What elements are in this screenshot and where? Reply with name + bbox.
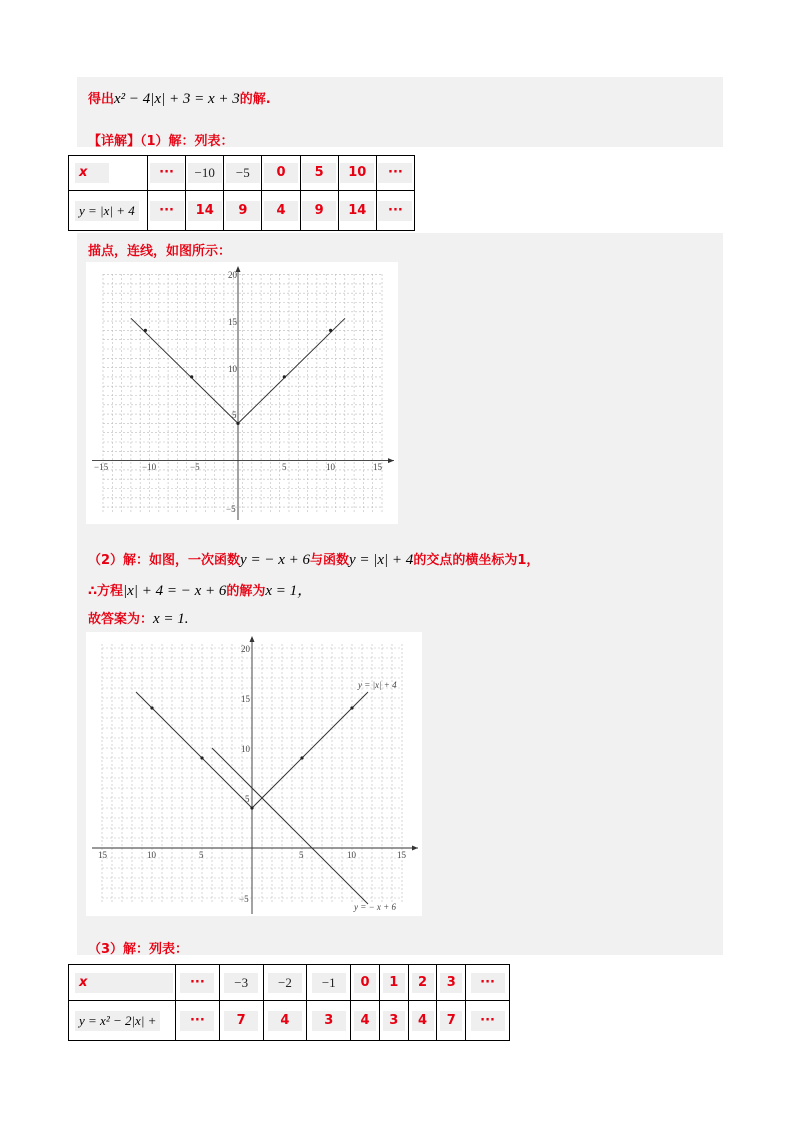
table1-x-0: ··· bbox=[150, 163, 184, 183]
graph-2 bbox=[86, 632, 422, 916]
graph1-tick-y: −5 bbox=[226, 504, 236, 514]
graph2-tick-y: 15 bbox=[241, 694, 250, 704]
table2-x-6: 2 bbox=[412, 973, 434, 993]
table2-y-0: ··· bbox=[180, 1011, 214, 1031]
table2-y-cell bbox=[307, 1001, 351, 1041]
part2-line1-eq1: y = − x + 6 bbox=[240, 552, 310, 568]
table1-x-cell bbox=[262, 156, 300, 191]
table1-header-y-cell bbox=[69, 191, 148, 231]
graph2-point bbox=[300, 756, 303, 759]
part3-heading: （3）解：列表： bbox=[88, 942, 189, 957]
table2-x-7: 3 bbox=[440, 973, 462, 993]
intro-line bbox=[88, 88, 271, 108]
graph1-point bbox=[236, 422, 239, 425]
table1-y-1: 14 bbox=[188, 201, 222, 221]
table2-y-1: 7 bbox=[224, 1011, 258, 1031]
table1-x-cell bbox=[338, 156, 376, 191]
graph-1 bbox=[86, 262, 398, 524]
graph2-linear-line bbox=[212, 748, 368, 904]
table2-x-1: −3 bbox=[224, 973, 258, 993]
value-table-1 bbox=[68, 155, 415, 231]
table2-x-5: 1 bbox=[383, 973, 405, 993]
table2-x-cell bbox=[351, 965, 380, 1001]
table2-x-cell bbox=[263, 965, 307, 1001]
table2-x-cell bbox=[307, 965, 351, 1001]
table2-y-5: 3 bbox=[383, 1011, 405, 1031]
table2-y-4: 4 bbox=[354, 1011, 376, 1031]
part2-line3-ans: x = 1. bbox=[153, 611, 189, 627]
table1-y-cell bbox=[224, 191, 262, 231]
table2-y-2: 4 bbox=[268, 1011, 302, 1031]
graph1-point bbox=[283, 375, 286, 378]
graph1-point bbox=[144, 329, 147, 332]
part2-line1-mid: 与函数 bbox=[309, 553, 349, 568]
graph2-point bbox=[150, 706, 153, 709]
table2-x-cell bbox=[219, 965, 263, 1001]
graph2-point bbox=[350, 706, 353, 709]
table1-x-cell bbox=[376, 156, 414, 191]
part2-line2 bbox=[88, 579, 312, 600]
graph1-point bbox=[329, 329, 332, 332]
table1-x-5: 10 bbox=[340, 163, 374, 183]
part2-line1-suffix: 的交点的横坐标为1， bbox=[413, 553, 540, 568]
part2-line3 bbox=[88, 608, 189, 628]
graph2-tick-y: 5 bbox=[245, 794, 250, 804]
table2-x-4: 0 bbox=[354, 973, 376, 993]
table1-x-1: −10 bbox=[188, 163, 222, 183]
table2-x-cell bbox=[466, 965, 510, 1001]
graph2-tick-x: 5 bbox=[199, 850, 204, 860]
table2-x-0: ··· bbox=[180, 973, 214, 993]
table2-y-cell bbox=[379, 1001, 408, 1041]
graph2-point bbox=[200, 756, 203, 759]
graph2-tick-x: 10 bbox=[147, 850, 156, 860]
table1-y-cell bbox=[148, 191, 186, 231]
table2-x-2: −2 bbox=[268, 973, 302, 993]
table2-y-8: ··· bbox=[471, 1011, 505, 1031]
table1-x-4: 5 bbox=[302, 163, 336, 183]
intro-prefix: 得出 bbox=[88, 92, 115, 107]
value-table-2 bbox=[68, 964, 510, 1041]
graph2-point bbox=[250, 806, 253, 809]
table1-header-x: x bbox=[75, 163, 109, 183]
graph2-tick-x: 15 bbox=[397, 850, 406, 860]
table2-y-cell bbox=[437, 1001, 466, 1041]
table2-header-y-cell bbox=[69, 1001, 176, 1041]
table1-x-6: ··· bbox=[378, 163, 412, 183]
part2-line1 bbox=[88, 549, 539, 569]
graph1-tick-x: −10 bbox=[142, 462, 157, 472]
table1-x-cell bbox=[186, 156, 224, 191]
table2-header-y: y = x² − 2|x| + bbox=[75, 1011, 160, 1031]
part1-heading: 【详解】（1）解：列表： bbox=[88, 134, 234, 149]
table1-y-3: 4 bbox=[264, 201, 298, 221]
graph1-tick-y: 5 bbox=[232, 410, 237, 420]
table1-y-cell bbox=[186, 191, 224, 231]
graph2-x-arrow bbox=[412, 846, 418, 851]
graph1-tick-x: 15 bbox=[373, 462, 382, 472]
table1-y-2: 9 bbox=[226, 201, 260, 221]
table1-y-cell bbox=[376, 191, 414, 231]
part2-line2-ans: x = 1， bbox=[265, 583, 313, 599]
graph2-tick-x: 10 bbox=[347, 850, 356, 860]
table1-y-0: ··· bbox=[150, 201, 184, 221]
table1-y-cell bbox=[338, 191, 376, 231]
table2-x-cell bbox=[408, 965, 437, 1001]
table1-x-cell bbox=[300, 156, 338, 191]
graph2-tick-y: 10 bbox=[241, 744, 250, 754]
part2-line1-eq2: y = |x| + 4 bbox=[349, 552, 414, 568]
table2-y-6: 4 bbox=[412, 1011, 434, 1031]
table2-y-cell bbox=[263, 1001, 307, 1041]
table2-y-cell bbox=[466, 1001, 510, 1041]
table2-header-x: x bbox=[75, 973, 173, 993]
part2-line3-prefix: 故答案为： bbox=[88, 612, 154, 627]
table1-x-2: −5 bbox=[226, 163, 260, 183]
part2-line2-eq: |x| + 4 = − x + 6 bbox=[123, 583, 227, 599]
intro-suffix: 的解. bbox=[239, 92, 271, 107]
table2-y-3: 3 bbox=[312, 1011, 346, 1031]
table1-y-4: 9 bbox=[302, 201, 336, 221]
graph1-tick-x: 5 bbox=[282, 462, 287, 472]
graph2-label-linear: y = − x + 6 bbox=[354, 902, 396, 912]
plot-instruction: 描点，连线，如图所示： bbox=[88, 244, 232, 259]
intro-equation: x² − 4|x| + 3 = x + 3 bbox=[114, 91, 240, 107]
table2-x-8: ··· bbox=[471, 973, 505, 993]
table1-x-3: 0 bbox=[264, 163, 298, 183]
table2-y-cell bbox=[351, 1001, 380, 1041]
graph1-tick-x: −15 bbox=[94, 462, 109, 472]
graph1-tick-x: 10 bbox=[326, 462, 335, 472]
graph2-tick-x: 5 bbox=[299, 850, 304, 860]
part2-line2-mid: 的解为 bbox=[226, 584, 266, 599]
table1-y-6: ··· bbox=[378, 201, 412, 221]
table1-x-cell bbox=[224, 156, 262, 191]
table2-y-cell bbox=[408, 1001, 437, 1041]
graph1-x-arrow bbox=[388, 458, 394, 463]
graph2-label-abs: y = |x| + 4 bbox=[358, 680, 397, 690]
graph2-tick-y: −5 bbox=[239, 894, 249, 904]
table2-x-cell bbox=[176, 965, 220, 1001]
graph1-tick-y: 15 bbox=[228, 317, 237, 327]
graph2-y-arrow bbox=[250, 636, 255, 642]
table2-y-cell bbox=[219, 1001, 263, 1041]
part2-line1-prefix: （2）解：如图，一次函数 bbox=[88, 553, 241, 568]
table2-x-cell bbox=[379, 965, 408, 1001]
table1-header-x-cell bbox=[69, 156, 148, 191]
graph1-tick-y: 20 bbox=[228, 270, 237, 280]
table2-x-3: −1 bbox=[312, 973, 346, 993]
table1-y-cell bbox=[262, 191, 300, 231]
table2-y-7: 7 bbox=[440, 1011, 462, 1031]
table2-header-x-cell bbox=[69, 965, 176, 1001]
graph1-tick-x: −5 bbox=[190, 462, 200, 472]
graph2-tick-x: 15 bbox=[98, 850, 107, 860]
graph1-tick-y: 10 bbox=[228, 364, 237, 374]
table1-y-5: 14 bbox=[340, 201, 374, 221]
part2-line2-prefix: ∴方程 bbox=[88, 584, 124, 599]
table1-y-cell bbox=[300, 191, 338, 231]
table2-y-cell bbox=[176, 1001, 220, 1041]
graph1-point bbox=[190, 375, 193, 378]
table1-header-y: y = |x| + 4 bbox=[75, 201, 139, 221]
table1-x-cell bbox=[148, 156, 186, 191]
graph1-grid bbox=[103, 274, 382, 512]
graph2-tick-y: 20 bbox=[241, 644, 250, 654]
table2-x-cell bbox=[437, 965, 466, 1001]
